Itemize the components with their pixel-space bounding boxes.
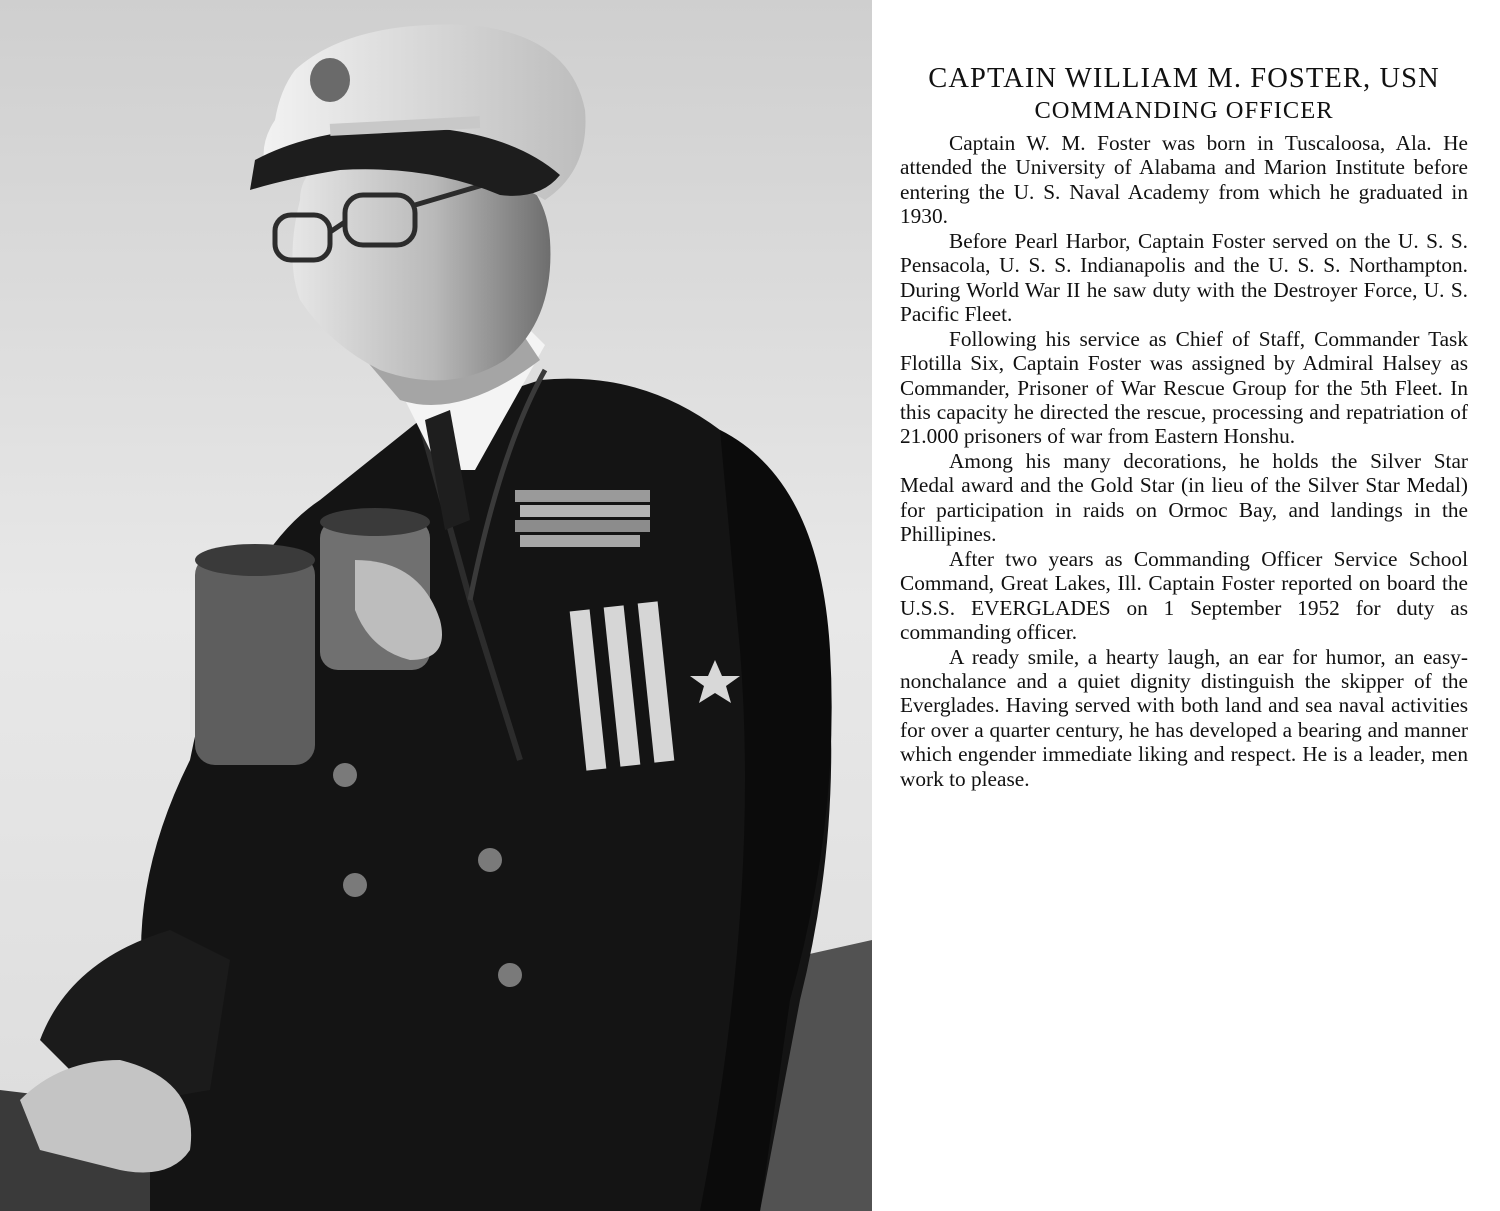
paragraph-prewar-service: Before Pearl Harbor, Captain Foster served on the U. S. S. Pensacola, U. S. S. Indianapolis and the U. S. S. Northampton. During World War II he saw duty with the Destroyer Force, U. S. Pacific Fleet.	[900, 228, 1468, 327]
article	[900, 62, 1468, 791]
article-heading	[900, 62, 1468, 126]
paragraph-pow-rescue: Following his service as Chief of Staff, Commander Task Flotilla Six, Captain Foster was assigned by Admiral Halsey as Commander, Prisoner of War Rescue Group for the 5th Fleet. In this capacity he directed the rescue, processing and repatriation of 21.000 prisoners of war from Eastern Honshu.	[900, 326, 1468, 449]
paragraph-everglades-command: After two years as Commanding Officer Service School Command, Great Lakes, Ill. Captain Foster reported on board the U.S.S. EVERGLADES on 1 September 1952 for duty as commanding officer.	[900, 546, 1468, 645]
article-title: CAPTAIN WILLIAM M. FOSTER, USN	[928, 63, 1440, 94]
paragraph-decorations: Among his many decorations, he holds the Silver Star Medal award and the Gold Star (in lieu of the Silver Star Medal) for participation in raids on Ormoc Bay, and landings in the Phillipines.	[900, 448, 1468, 547]
paragraph-character: A ready smile, a hearty laugh, an ear for humor, an easy-nonchalance and a quiet dignity distinguish the skipper of the Everglades. Having served with both land and sea naval activities for over a quarter century, he has developed a bearing and manner which engender immediate liking and respect. He is a leader, men work to please.	[900, 644, 1468, 791]
article-body	[900, 131, 1468, 791]
paragraph-birth-education: Captain W. M. Foster was born in Tuscaloosa, Ala. He attended the University of Alabama and Marion Institute before entering the U. S. Naval Academy from which he graduated in 1930.	[900, 131, 1468, 229]
article-subtitle: COMMANDING OFFICER	[1034, 97, 1334, 124]
